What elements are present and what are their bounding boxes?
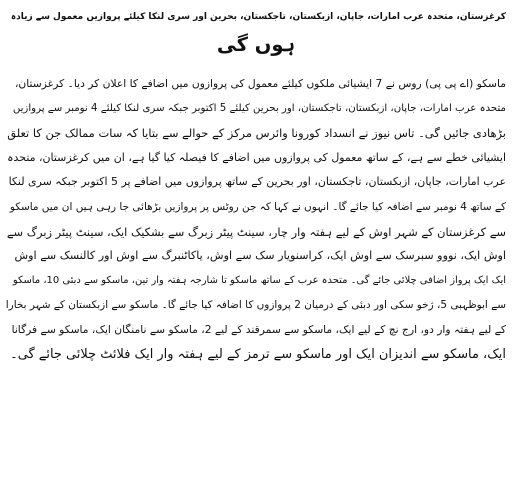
headline-line: کرغزستان، متحدہ عرب امارات، جاپان، ازبکستان، تاجکستان، بحرین اور سری لنکا کیلئے پروازیں معمول سے زیادہ: [10, 12, 506, 22]
body-line: اوش ایک، نووو سبرسک سے اوش ایک، کراسنویار سک سے اوش، یاکاٹنبرگ سے اوش اور کالنسک سے اوش: [14, 249, 506, 263]
body-line: ایک، ماسکو سے اندیزان ایک اور ماسکو سے ترمز کے لیے ہفتہ وار ایک فلائٹ چلائی جائے گی۔: [10, 346, 506, 362]
body-line: کے ساتھ 4 نومبر سے اضافہ کیا جائے گا۔ انہوں نے کہا کہ جن روٹس پر پروازیں بڑھائی جا رہی ہیں ان میں ماسکو: [9, 200, 506, 213]
body-line: سے ابوظہبی 5، ژخو سکی اور دبئی کے درمیان 2 پروازوں کا اضافہ کیا جائے گا۔ ماسکو سے ازبکستان کے شہر بخارا: [6, 299, 506, 312]
body-line: متحدہ عرب امارات، جاپان، ازبکستان، تاجکستان، اور بحرین کیلئے 5 اکتوبر جبکہ سری لنکا کیلئے 4 نومبر سے پروازیں: [12, 102, 506, 114]
body-line: عرب امارات، جاپان، ازبکستان، تاجکستان، اور بحرین کے ساتھ پروازوں میں اضافے پر 5 اکتوبر جبکہ سری لنکا: [8, 175, 506, 189]
body-line: ایک ایک پرواز اضافی چلائی جائے گی۔ متحدہ عرب کے ساتھ ماسکو تا شارجہ ہفتہ وار تین، ماسکو سے دبئی 10، ماسکو: [12, 274, 506, 286]
body-line: کے لیے ہفتہ وار دو، ارج نچ کے لیے ایک، ماسکو سے سمرقند کے لیے 2، ماسکو سے نامنگان ایک، ماسکو سے فرگانا: [11, 322, 506, 336]
body-line: بڑھادی جائیں گی۔ تاس نیوز نے انسداد کورونا وائرس مرکز کے حوالے سے بتایا کہ سات ممالک جن کا تعلق: [7, 126, 506, 141]
article-body: [6, 72, 506, 367]
headline-line: ہوں گی: [216, 33, 296, 56]
article-headline: [6, 4, 506, 58]
body-line: ایشیائی خطے سے ہے، کے ساتھ معمول کی پروازوں میں اضافے کا فیصلہ کیا گیا ہے، ان میں کرغزستان، متحدہ: [7, 150, 506, 164]
body-line: سے کرغزستان کے شہر اوش کے لیے ہفتہ وار چار، سینٹ پیٹر زبرگ سے بشکیک ایک، سینٹ پیٹر زبرگ سے: [6, 224, 506, 239]
body-line: ماسکو (اے پی پی) روس نے 7 ایشیائی ملکوں کیلئے معمول کی پروازوں میں اضافے کا اعلان کر دیا۔ کرغزستان،: [14, 77, 506, 90]
